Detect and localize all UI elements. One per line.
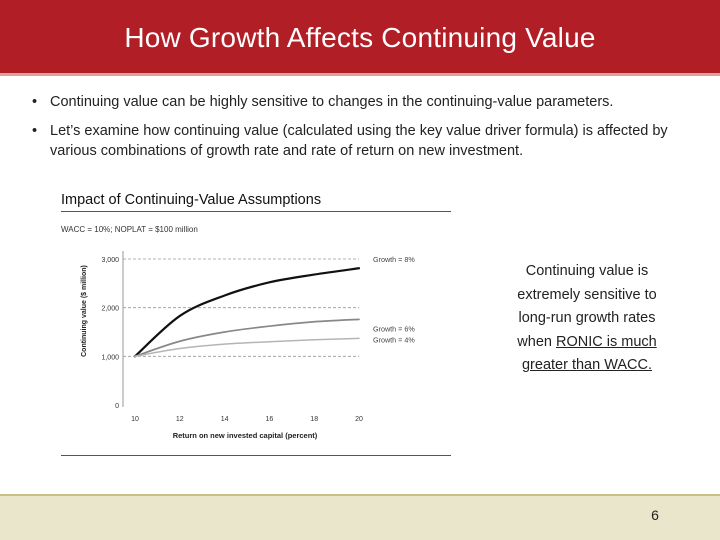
bullet-marker: • [32,94,38,110]
bullet-marker: • [32,123,38,139]
x-tick-label: 12 [175,416,184,423]
x-axis-label: Return on new invested capital (percent) [172,431,318,440]
series-line-2 [135,338,359,356]
y-tick-labels [101,257,119,410]
bullet-text: Let’s examine how continuing value (calculated using the key value driver formula) is affected by various combinations of growth rate and rate of return on new investment. [50,123,668,159]
y-tick-label: 0 [115,403,119,410]
series-label: Growth = 6% [373,324,415,334]
footer-bar [0,494,720,540]
bullet-item [32,121,692,161]
title-bar [0,0,720,76]
y-tick-label: 3,000 [101,257,119,264]
bullet-list [32,92,692,170]
x-tick-label: 16 [265,416,274,423]
x-tick-label: 18 [310,416,319,423]
x-tick-label: 14 [220,416,229,423]
callout-text-underlined: RONIC is much greater than WACC. [521,333,657,373]
slide-title: How Growth Affects Continuing Value [124,22,596,53]
series-labels [373,255,415,344]
page-number: 6 [651,507,659,523]
series-lines [135,268,359,356]
chart-heading: Impact of Continuing-Value Assumptions [61,192,322,208]
callout-text [506,260,668,378]
x-tick-label: 20 [355,416,363,423]
bullet-text: Continuing value can be highly sensitive to changes in the continuing-value parameters. [50,94,614,110]
chart-bottom-rule [61,455,451,456]
series-label: Growth = 8% [373,255,415,265]
y-axis-label: Continuing value ($ million) [81,265,88,357]
callout-text-main: Continuing value is extremely sensitive to long-run growth rates when [517,263,657,350]
y-tick-label: 1,000 [101,354,119,362]
y-tick-label: 2,000 [101,305,119,313]
x-tick-label: 10 [131,416,139,423]
continuing-value-chart [55,215,455,455]
x-tick-labels [131,416,363,423]
chart-top-rule [61,211,451,212]
chart-subtitle: WACC = 10%; NOPLAT = $100 million [61,225,198,234]
series-label: Growth = 4% [373,335,415,345]
bullet-item [32,92,692,112]
